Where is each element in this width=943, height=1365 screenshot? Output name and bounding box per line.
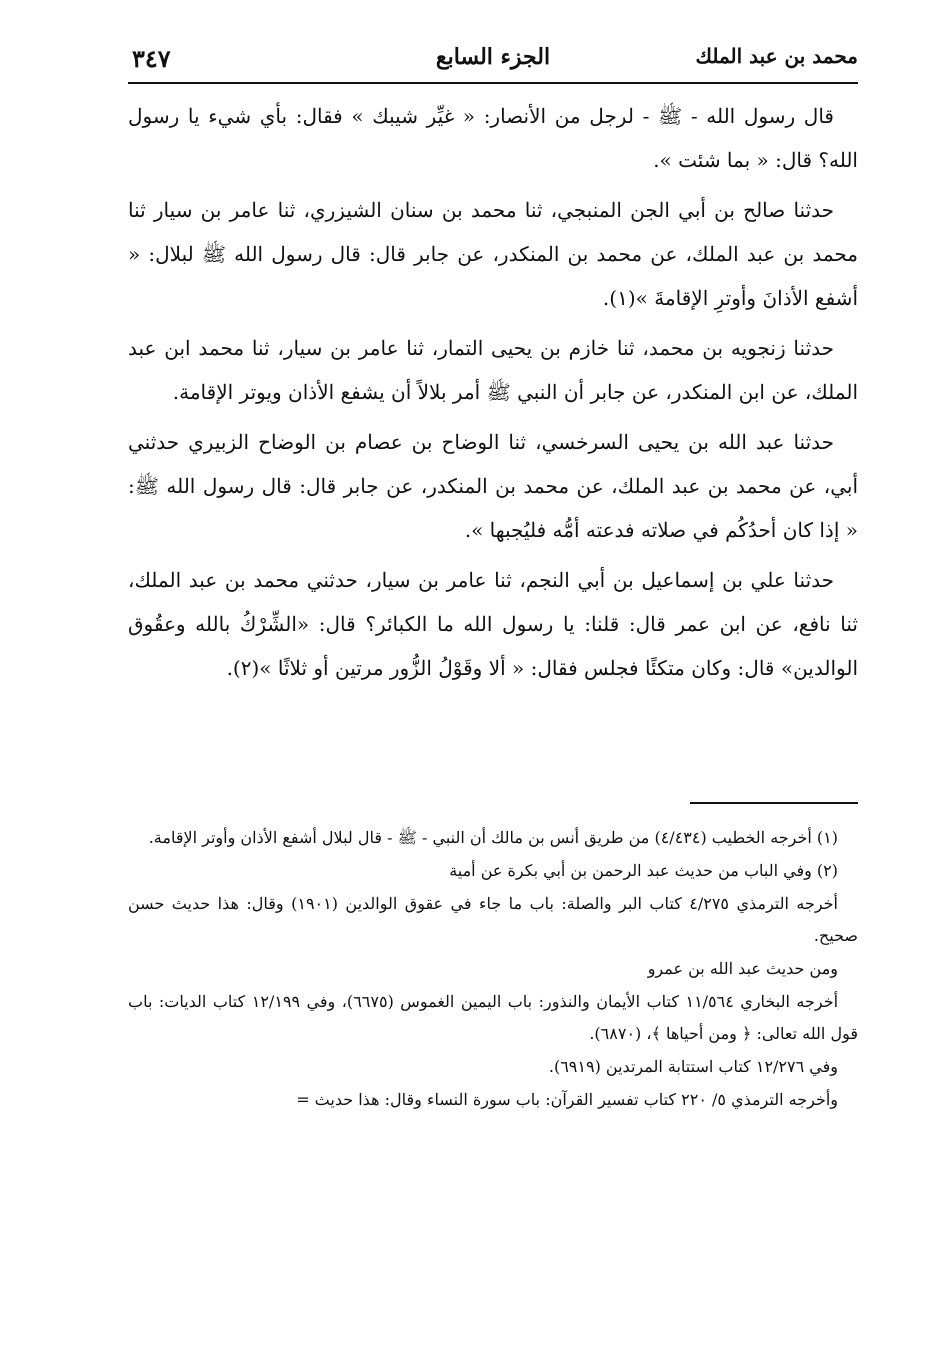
main-text xyxy=(128,94,858,696)
page-number: ٣٤٧ xyxy=(132,44,171,73)
footnote-separator xyxy=(690,802,858,804)
footnote: وفي ١٢/٢٧٦ كتاب استتابة المرتدين (٦٩١٩). xyxy=(548,1057,838,1076)
footnote: وأخرجه الترمذي ٥/ ٢٢٠ كتاب تفسير القرآن: باب سورة النساء وقال: هذا حديث = xyxy=(296,1090,838,1109)
footnote: (٢) وفي الباب من حديث عبد الرحمن بن أبي بكرة عن أمية xyxy=(449,861,838,880)
footnote: (١) أخرجه الخطيب (٤/٤٣٤) من طريق أنس بن مالك أن النبي - ﷺ - قال لبلال أشفع الأذان وأوتر الإقامة. xyxy=(148,828,838,847)
running-header xyxy=(128,40,858,84)
paragraph: حدثنا صالح بن أبي الجن المنبجي، ثنا محمد بن سنان الشيزري، ثنا عامر بن سيار ثنا محمد بن عبد الملك، عن محمد بن المنكدر، عن جابر قال: قال رسول الله ﷺ لبلال: « أشفع الأذانَ وأوترِ الإقامةَ »(١). xyxy=(128,198,858,310)
header-chapter-title: محمد بن عبد الملك xyxy=(695,44,858,68)
footnote: ومن حديث عبد الله بن عمرو xyxy=(647,959,838,978)
header-volume-title: الجزء السابع xyxy=(435,44,551,70)
paragraph: حدثنا عبد الله بن يحيى السرخسي، ثنا الوضاح بن عصام بن الوضاح الزبيري حدثني أبي، عن محمد بن عبد الملك، عن محمد بن المنكدر، عن جابر قال: قال رسول الله ﷺ: « إذا كان أحدُكُم في صلاته فدعته أمُّه فليُجبها ». xyxy=(128,430,858,542)
paragraph: قال رسول الله - ﷺ - لرجل من الأنصار: « غيِّر شيبك » فقال: بأي شيء يا رسول الله؟ قال: « بما شئت ». xyxy=(128,104,858,172)
paragraph: حدثنا زنجويه بن محمد، ثنا خازم بن يحيى التمار، ثنا عامر بن سيار، ثنا محمد ابن عبد الملك، عن ابن المنكدر، عن جابر أن النبي ﷺ أمر بلالاً أن يشفع الأذان ويوتر الإقامة. xyxy=(128,336,858,404)
footnote: أخرجه الترمذي ٤/٢٧٥ كتاب البر والصلة: باب ما جاء في عقوق الوالدين (١٩٠١) وقال: هذا حديث حسن صحيح. xyxy=(128,894,858,945)
footnotes xyxy=(128,822,858,1117)
paragraph: حدثنا علي بن إسماعيل بن أبي النجم، ثنا عامر بن سيار، حدثني محمد بن عبد الملك، ثنا نافع، عن ابن عمر قال: قلنا: يا رسول الله ما الكبائر؟ قال: «الشِّرْكُ بالله وعقُوق الوالدين» قال: وكان متكئًا فجلس فقال: « ألا وقَوْلُ الزُّور مرتين أو ثلاثًا »(٢). xyxy=(128,568,858,680)
footnote: أخرجه البخاري ١١/٥٦٤ كتاب الأيمان والنذور: باب اليمين الغموس (٦٦٧٥)، وفي ١٢/١٩٩ كتاب الديات: باب قول الله تعالى: ﴿ ومن أحياها ﴾، (٦٨٧٠). xyxy=(128,992,858,1043)
